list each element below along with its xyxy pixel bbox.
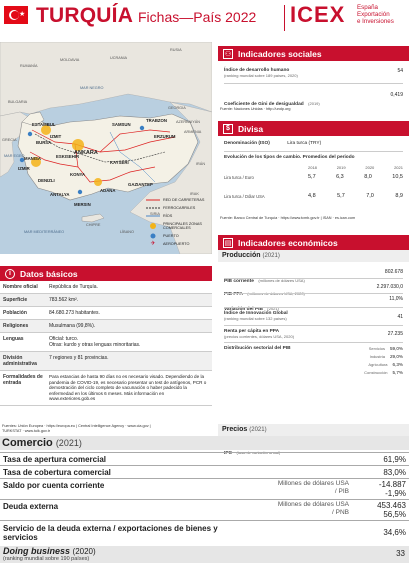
map-country-label: MOLDAVIA xyxy=(60,58,80,62)
map-country-label: BULGARIA xyxy=(8,100,28,104)
table-row: Religiones Musulmana (99,8%). xyxy=(0,320,212,333)
map-city-label: MANISA xyxy=(24,156,41,161)
rate-row-values: 5,7 6,3 8,0 10,5 xyxy=(308,174,403,180)
map-country-label: AZERBAIYÁN xyxy=(176,120,201,124)
currency-block xyxy=(218,136,409,232)
row-value: 802.678 xyxy=(384,269,403,275)
map-city-label: SAMSUN xyxy=(112,122,131,127)
section-header-divisa: $ Divisa xyxy=(218,121,409,136)
page-header xyxy=(0,0,409,36)
map-city-label: IZMIR xyxy=(18,166,30,171)
rate-row-label: Lira turca / Dólar USA xyxy=(224,194,265,199)
map-city-label: GAZIANTEP xyxy=(128,182,153,187)
map-city-label: DENIZLI xyxy=(38,178,55,183)
trade-row: Servicio de la deuda externa / exportaciones de bienes y servicios 34,6% xyxy=(0,520,409,544)
source-note: TURKSTAT · www.tuik.gov.tr xyxy=(2,429,51,433)
info-icon: i xyxy=(5,269,15,279)
doing-business-title: Doing business (2020) xyxy=(3,546,96,556)
map-city-label: ANKARA xyxy=(74,150,98,156)
doing-business-sub: (ranking mundial sobre 190 países) xyxy=(3,556,90,562)
map-city-label: KONYA xyxy=(70,172,86,177)
map-country-label: UCRANIA xyxy=(110,56,128,60)
source-note: Fuente: Naciones Unidas · http://undp.org xyxy=(220,107,291,111)
social-indicators-block xyxy=(218,61,409,115)
railway-line-icon xyxy=(146,205,160,211)
map-legend xyxy=(146,196,212,248)
row-value: 2.297.030,0 xyxy=(376,284,403,290)
map-city-label: TRABZON xyxy=(146,118,168,123)
country-map xyxy=(0,42,212,254)
logo-tagline: España Exportación e Inversiones xyxy=(357,4,394,26)
map-country-label: LÍBANO xyxy=(120,230,134,234)
map-country-label: RUMANÍA xyxy=(20,64,38,68)
map-city-label: KAYSERI xyxy=(110,160,129,165)
legend-item: RED DE CARRETERAS xyxy=(146,196,212,204)
map-city-label: MERSIN xyxy=(74,202,91,207)
source-note: Fuentes: Unión Europea · https://europa.eu | Central Intelligence Agency · www.cia.gov | xyxy=(2,424,151,428)
airport-icon: ✈ xyxy=(150,241,156,247)
map-city-label: ANTALYA xyxy=(50,192,70,197)
row-label: Coeficiente de Gini de desigualdad (2019) xyxy=(224,101,320,107)
economic-block: Producción (2021) PIB corriente (millones de dólares USA) 802.678 PIB PPA (millones de dólares USA, 2020) 2.297.030,0 Variación del PIB (2021) 11,0% Índice de Innovación Global (ranking mundial sobre 132 países) 41 Renta per cápita en PPA (precios corrientes, dólares USA, 2020) 27.235 Distribución sectorial del PIB Servicios 59,0% Industria 29,0% Agricultura 6,3% Construcción 5,7% Precios (2021) IPC (tasa de variación anual) xyxy=(218,250,409,452)
table-row: Formalidades de entrada Para estancias de hasta 90 días no es necesario visado. Dependiendo de la pandemia de COVID-19, es necesario presentar un test de antígenos, PCR o demostración del ciclo completo de vacunación o haber padecido la enfermedad en los últimos 6 meses. Más información en www.exteriores.gob.es xyxy=(0,371,212,406)
sector-list: Servicios 59,0% Industria 29,0% Agricultura 6,3% Construcción 5,7% xyxy=(364,346,403,375)
basic-data-section xyxy=(0,266,212,406)
source-note: Fuente: Banco Central de Turquía · https://www.tcmb.gov.tr | ISAN · es.ican.com xyxy=(220,216,356,220)
doing-business-row xyxy=(0,546,409,563)
denomination-row: Denominación (ISO) Lira turca (TRY) xyxy=(224,141,322,146)
port-icon xyxy=(146,233,160,239)
trade-row: Tasa de apertura comercial 61,9% xyxy=(0,452,409,464)
table-row: Lenguas Oficial: turco. Otras: kurdo y otras lenguas minoritarias. xyxy=(0,333,212,352)
row-value: 41 xyxy=(397,314,403,320)
rate-row-label: Lira turca / Euro xyxy=(224,175,254,180)
basic-data-table xyxy=(0,281,212,406)
map-country-label: RUSIA xyxy=(170,48,182,52)
commercial-zone-icon xyxy=(146,223,160,229)
icex-logo: ICEX xyxy=(290,2,346,27)
map-country-label: ARMENIA xyxy=(184,130,202,134)
trade-row: Saldo por cuenta corriente Millones de dólares USA / PIB -14.887 -1,9% xyxy=(0,478,409,498)
map-sea-label: MAR EGEO xyxy=(4,154,25,158)
produccion-title: Producción (2021) xyxy=(222,252,280,259)
legend-item: PUERTO xyxy=(146,232,212,240)
right-column xyxy=(218,46,409,456)
table-row: División administrativa 7 regiones y 81 provincias. xyxy=(0,352,212,371)
table-row: Nombre oficial República de Turquía. xyxy=(0,281,212,294)
row-value: 11,0% xyxy=(389,296,403,302)
legend-item: RÍOS xyxy=(146,212,212,220)
currency-icon: $ xyxy=(223,124,233,134)
row-label: Índice de desarrollo humano (ranking mundial sobre 189 países, 2020) xyxy=(224,68,298,78)
map-country-label: GRECIA xyxy=(2,138,17,142)
document-subtitle: Fichas—País 2022 xyxy=(138,9,257,25)
map-city-label: ERZURUM xyxy=(154,134,176,139)
map-city-label: ESKISEHIR xyxy=(56,154,80,159)
table-row: Superficie 783.562 km². xyxy=(0,294,212,307)
row-value: 54 xyxy=(397,68,403,74)
logo-divider xyxy=(284,5,285,31)
precios-title: Precios (2021) xyxy=(222,426,267,433)
map-city-label: ESTAMBUL xyxy=(32,122,56,127)
river-line-icon xyxy=(146,213,160,219)
section-header-datos-basicos: i Datos básicos xyxy=(0,266,212,281)
section-header-indicadores-economicos: ▤ Indicadores económicos xyxy=(218,235,409,250)
row-value: 0,419 xyxy=(390,92,403,98)
legend-item: PRINCIPALES ZONAS COMERCIALES xyxy=(146,220,212,232)
legend-item: FERROCARRILES xyxy=(146,204,212,212)
map-country-label: IRAK xyxy=(190,192,199,196)
map-sea-label: MAR NEGRO xyxy=(80,86,104,90)
table-row: Población 84.680.273 habitantes. xyxy=(0,307,212,320)
map-country-label: CHIPRE xyxy=(86,223,101,227)
trade-row: Deuda externa Millones de dólares USA / PNB 453.463 56,5% xyxy=(0,499,409,519)
map-country-label: IRÁN xyxy=(196,162,206,166)
map-country-label: GEORGIA xyxy=(168,106,186,110)
rate-row-values: 4,8 5,7 7,0 8,9 xyxy=(308,193,403,199)
map-country-label: SIRIA xyxy=(150,212,160,216)
sector-label: Distribución sectorial del PIB xyxy=(224,346,291,351)
trade-row: Tasa de cobertura comercial 83,0% xyxy=(0,465,409,477)
section-header-indicadores-sociales: ⚇ Indicadores sociales xyxy=(218,46,409,61)
people-icon: ⚇ xyxy=(224,50,232,58)
year-header: 2018 2019 2020 2021 xyxy=(308,165,403,170)
chart-icon: ▤ xyxy=(224,239,232,247)
map-city-label: IZMIT xyxy=(50,134,62,139)
row-value: 27.235 xyxy=(387,331,403,337)
exchange-rate-title: Evolución de los tipos de cambio. Promedios del periodo xyxy=(224,155,355,160)
map-sea-label: MAR MEDITERRÁNEO xyxy=(24,230,65,234)
doing-business-value: 33 xyxy=(396,549,405,558)
legend-item: ✈ AEROPUERTO xyxy=(146,240,212,248)
country-title: TURQUÍA xyxy=(36,4,134,27)
road-line-icon xyxy=(146,197,160,203)
map-city-label: ADANA xyxy=(100,188,116,193)
map-city-label: BURSA xyxy=(36,140,52,145)
comercio-title: Comercio (2021) xyxy=(2,437,82,449)
turkey-flag-icon: ★ xyxy=(4,6,28,24)
